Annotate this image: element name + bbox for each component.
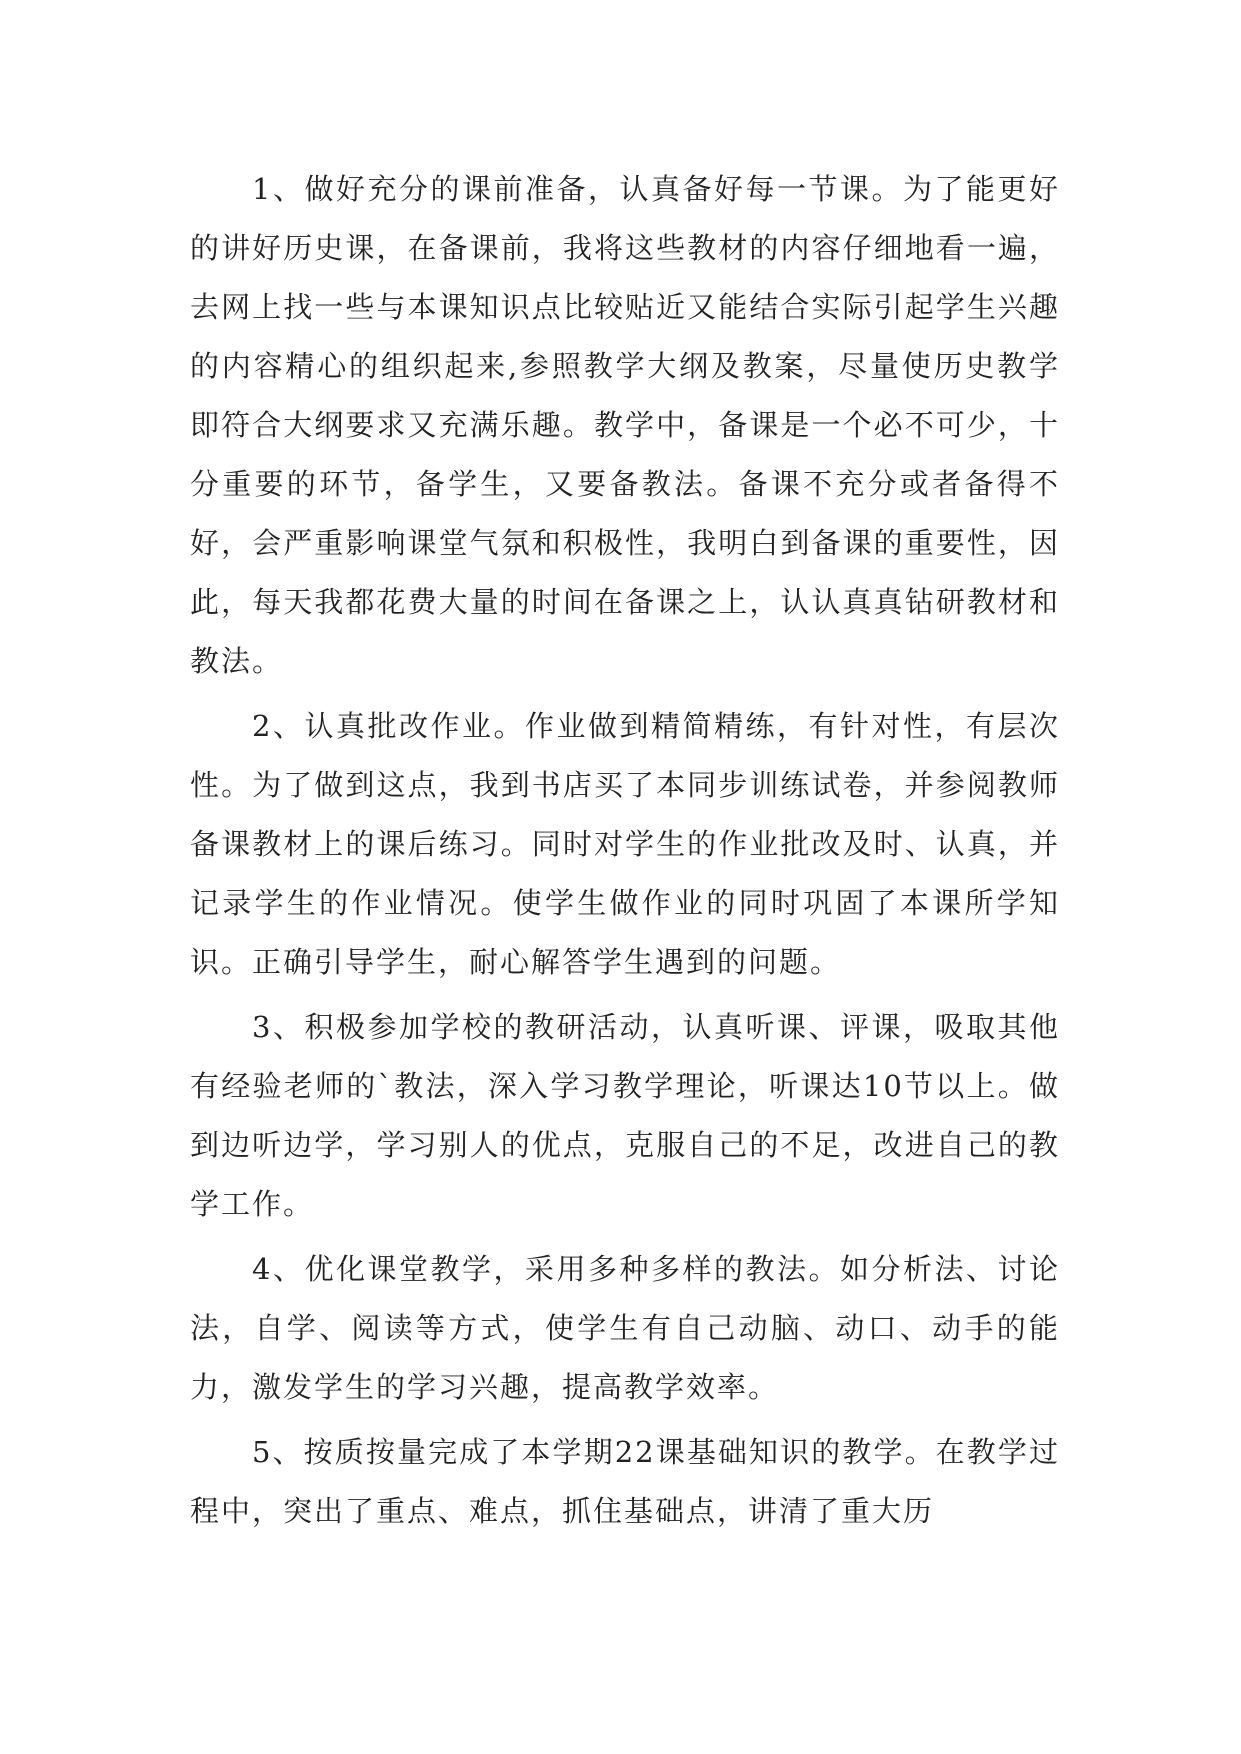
paragraph-4: 4、优化课堂教学，采用多种多样的教法。如分析法、讨论法，自学、阅读等方式，使学生有自己动脑、动口、动手的能力，激发学生的学习兴趣，提高教学效率。 [190, 1252, 1060, 1404]
paragraph-2: 2、认真批改作业。作业做到精简精练，有针对性，有层次性。为了做到这点，我到书店买了本同步训练试卷，并参阅教师备课教材上的课后练习。同时对学生的作业批改及时、认真，并记录学生的作业情况。使学生做作业的同时巩固了本课所学知识。正确引导学生，耐心解答学生遇到的问题。 [190, 709, 1060, 979]
paragraph-5: 5、按质按量完成了本学期22课基础知识的教学。在教学过程中，突出了重点、难点，抓住基础点，讲清了重大历 [190, 1435, 1060, 1528]
document-body [190, 160, 1060, 1541]
paragraph-3: 3、积极参加学校的教研活动，认真听课、评课，吸取其他有经验老师的`教法，深入学习教学理论，听课达10节以上。做到边听边学，学习别人的优点，克服自己的不足，改进自己的教学工作。 [190, 1010, 1060, 1221]
paragraph-1: 1、做好充分的课前准备，认真备好每一节课。为了能更好的讲好历史课，在备课前，我将这些教材的内容仔细地看一遍，去网上找一些与本课知识点比较贴近又能结合实际引起学生兴趣的内容精心的组织起来,参照教学大纲及教案，尽量使历史教学即符合大纲要求又充满乐趣。教学中，备课是一个必不可少，十分重要的环节，备学生，又要备教法。备课不充分或者备得不好，会严重影响课堂气氛和积极性，我明白到备课的重要性，因此，每天我都花费大量的时间在备课之上，认认真真钻研教材和教法。 [190, 172, 1060, 678]
